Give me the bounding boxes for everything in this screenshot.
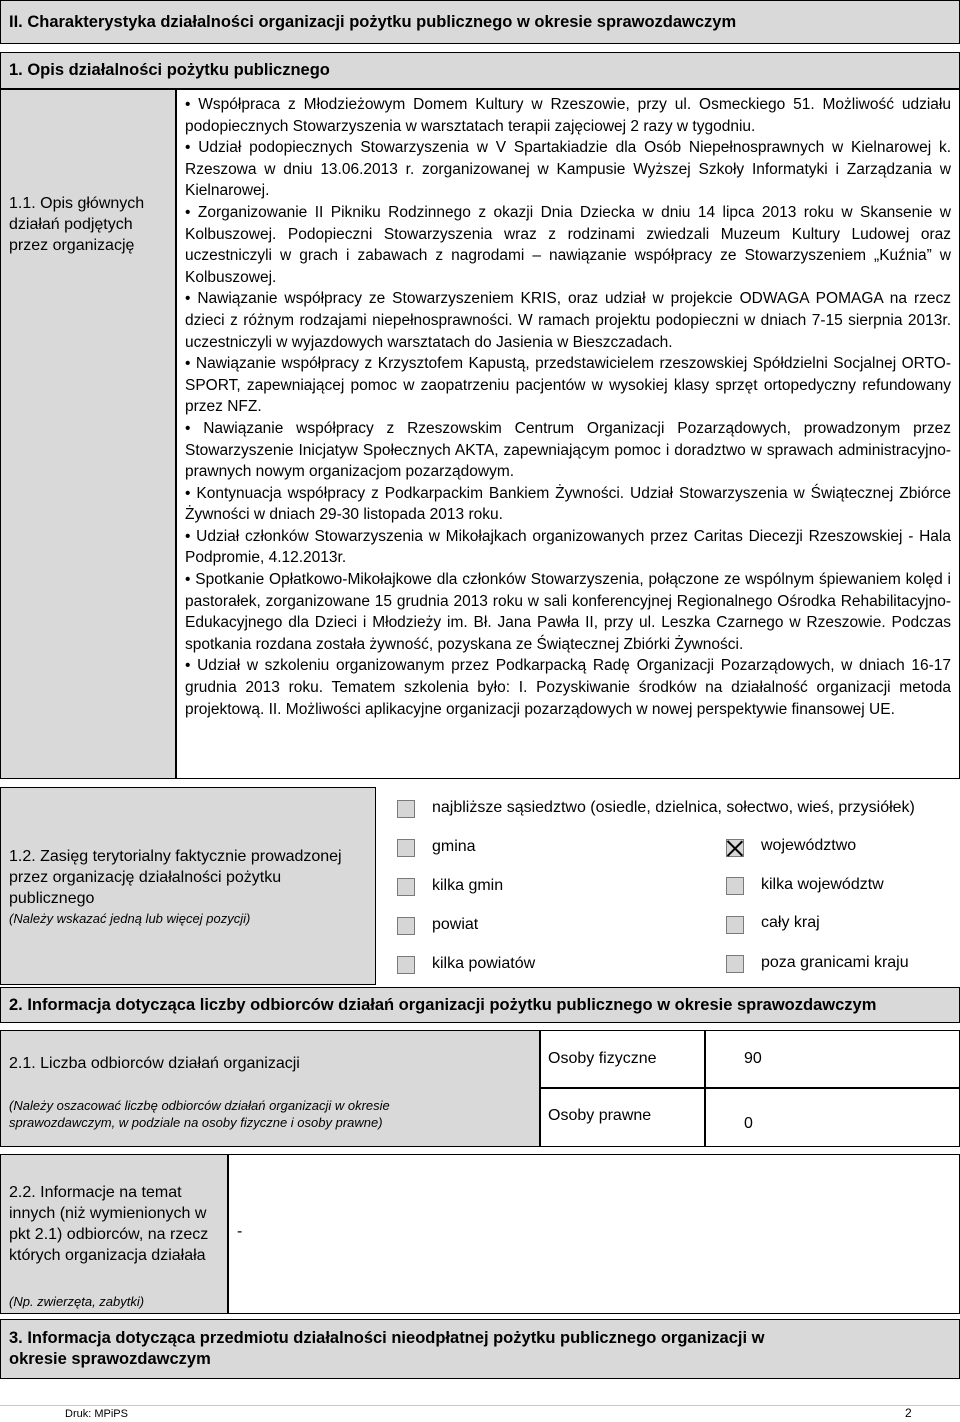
- paragraph: • Nawiązanie współpracy z Rzeszowskim Centrum Organizacji Pozarządowych, prowadzonym przez Stowarzyszenie Inicjatyw Społecznych AKTA, zapewniającym pomoc i doradztwo w sprawach administracyjno-prawnych nowym organizacjom pozarządowym.: [185, 419, 951, 481]
- section-2-2-note: (Np. zwierzęta, zabytki): [9, 1294, 145, 1309]
- section-1-2-label: 1.2. Zasięg terytorialny faktycznie prowadzonej przez organizację działalności pożytku publicznego: [9, 848, 342, 907]
- checkbox-kilka-wojewodztw[interactable]: [726, 877, 744, 895]
- osoby-prawne-value-cell[interactable]: [705, 1088, 960, 1147]
- section-3-header: [0, 1319, 960, 1379]
- checkbox-wojewodztwo[interactable]: [726, 839, 744, 857]
- option-label: powiat: [432, 916, 479, 933]
- osoby-fizyczne-label: Osoby fizyczne: [548, 1050, 657, 1067]
- section-1-1-content: [176, 89, 960, 779]
- section-3-title: 3. Informacja dotycząca przedmiotu działalności nieodpłatnej pożytku publicznego organizacji w okresie sprawozdawczym: [9, 1329, 765, 1368]
- paragraph: • Udział członków Stowarzyszenia w Mikołajkach organizowanych przez Caritas Diecezji Rzeszowskiej - Hala Podpromie, 4.12.2013r.: [185, 527, 951, 567]
- section-2-2-label: 2.2. Informacje na temat innych (niż wymienionych w pkt 2.1) odbiorców, na rzecz których organizacja działała: [9, 1184, 209, 1264]
- section-ii-header: [0, 0, 960, 44]
- section-2-1-label-cell: [0, 1030, 540, 1147]
- section-1-header: [0, 52, 960, 89]
- section-2-header: [0, 987, 960, 1023]
- section-1-1-label-cell: [0, 89, 176, 779]
- paragraph: • Nawiązanie współpracy ze Stowarzyszeniem KRIS, oraz udział w projekcie ODWAGA POMAGA na rzecz dzieci z różnym rodzajami niepełnosprawności. W ramach projektu podopieczni w dniach 7-15 sierpnia 2013r. uczestniczyli w wyjazdowych warsztatach do Jasienia w Bieszczadach.: [185, 290, 951, 351]
- checkbox-caly-kraj[interactable]: [726, 916, 744, 934]
- osoby-prawne-label-cell: [540, 1088, 705, 1147]
- paragraph: • Udział w szkoleniu organizowanym przez Podkarpacką Radę Organizacji Pozarządowych, w dniach 16-17 grudnia 2013 roku. Tematem szkolenia było: I. Pozyskiwanie środków na działalność organizacji metoda projektową. II. Możliwości aplikacyjne organizacji pozarządowych w nowej perspektywie finansowej UE.: [185, 657, 951, 718]
- checkbox-najblizsze-sasiedztwo[interactable]: [397, 800, 415, 818]
- osoby-fizyczne-value: 90: [744, 1050, 762, 1067]
- checkbox-kilka-powiatow[interactable]: [397, 956, 415, 974]
- section-2-2-value: -: [237, 1223, 243, 1240]
- paragraph: • Zorganizowanie II Pikniku Rodzinnego z okazji Dnia Dziecka w dniu 14 lipca 2013 roku w Skansenie w Kolbuszowej. Podopieczni Stowarzyszenia wraz z rodzinami zwiedzali Muzeum Kultury Ludowej oraz uczestniczyli w grach i zabawach z nagrodami – nawiązanie współpracy ze Stowarzyszeniem „Kuźnia” w Kolbuszowej.: [185, 203, 951, 286]
- checkbox-kilka-gmin[interactable]: [397, 878, 415, 896]
- option-label: kilka powiatów: [432, 955, 536, 972]
- paragraph: • Współpraca z Młodzieżowym Domem Kultury w Rzeszowie, przy ul. Osmeckiego 51. Możliwość udziału podopiecznych Stowarzyszenia w warsztatach terapii zajęciowej 2 razy w tygodniu.: [185, 96, 951, 135]
- footer-print-label: Druk: MPiPS: [65, 1408, 128, 1420]
- section-2-title: 2. Informacja dotycząca liczby odbiorców działań organizacji pożytku publicznego w okresie sprawozdawczym: [9, 995, 877, 1014]
- osoby-fizyczne-label-cell: [540, 1030, 705, 1088]
- checkbox-poza-granicami-kraju[interactable]: [726, 955, 744, 973]
- osoby-fizyczne-value-cell[interactable]: [705, 1030, 960, 1088]
- option-label: kilka województw: [761, 876, 884, 893]
- section-2-2-label-cell: [0, 1154, 228, 1314]
- option-label: cały kraj: [761, 914, 820, 931]
- section-ii-title: II. Charakterystyka działalności organizacji pożytku publicznego w okresie sprawozdawczym: [9, 12, 737, 31]
- section-2-1-note: (Należy oszacować liczbę odbiorców działań organizacji w okresie sprawozdawczym, w podziale na osoby fizyczne i osoby prawne): [9, 1098, 390, 1130]
- section-2-1-label: 2.1. Liczba odbiorców działań organizacji: [9, 1055, 300, 1072]
- section-1-1-label: 1.1. Opis głównych działań podjętych przez organizację: [9, 195, 145, 254]
- option-label: gmina: [432, 838, 476, 855]
- footer-page-number: 2: [905, 1406, 912, 1420]
- paragraph: • Udział podopiecznych Stowarzyszenia w V Spartakiadzie dla Osób Niepełnosprawnych w Kielnarowej k. Rzeszowa w dniu 13.06.2013 r. zorganizowanej w Kampusie Wyższej Szkoły Informatyki i Zarządzania w Kielnarowej.: [185, 139, 951, 200]
- paragraph: • Kontynuacja współpracy z Podkarpackim Bankiem Żywności. Udział Stowarzyszenia w Świątecznej Zbiórce Żywności w dniach 29-30 listopada 2013 roku.: [185, 484, 951, 524]
- checkbox-gmina[interactable]: [397, 839, 415, 857]
- section-1-2-label-cell: [0, 787, 376, 985]
- option-label: poza granicami kraju: [761, 954, 909, 971]
- footer-divider: [0, 1405, 960, 1406]
- section-1-title: 1. Opis działalności pożytku publicznego: [9, 61, 330, 79]
- option-label: kilka gmin: [432, 877, 504, 894]
- section-1-2-note: (Należy wskazać jedną lub więcej pozycji): [9, 911, 251, 926]
- section-2-2-value-cell[interactable]: [228, 1154, 960, 1314]
- osoby-prawne-value: 0: [744, 1114, 753, 1132]
- paragraph: • Spotkanie Opłatkowo-Mikołajkowe dla członków Stowarzyszenia, połączone ze wspólnym śpiewaniem kolęd i pastorałek, zorganizowane 15 grudnia 2013 roku w sali konferencyjnej Regionalnego Ośrodka Rehabilitacyjno-Edukacyjnego dla Dzieci i Młodzieży im. Bł. Jana Pawła II, przy ul. Leszka Czarnego w Rzeszowie. Podczas spotkania rozdana została żywność, pozyskana ze Świątecznej Zbiórki Żywności.: [185, 571, 951, 653]
- option-label: województwo: [761, 837, 857, 854]
- territorial-scope-options: [376, 787, 960, 985]
- osoby-prawne-label: Osoby prawne: [548, 1106, 652, 1124]
- checkbox-powiat[interactable]: [397, 917, 415, 935]
- option-label: najbliższe sąsiedztwo (osiedle, dzielnica, sołectwo, wieś, przysiółek): [432, 799, 915, 816]
- paragraph: • Nawiązanie współpracy z Krzysztofem Kapustą, przedstawicielem rzeszowskiej Spółdzielni Socjalnej ORTO-SPORT, zapewniającej pomoc w zaopatrzeniu pacjentów w wysokiej klasy sprzęt ortopedyczny refundowany przez NFZ.: [185, 355, 951, 416]
